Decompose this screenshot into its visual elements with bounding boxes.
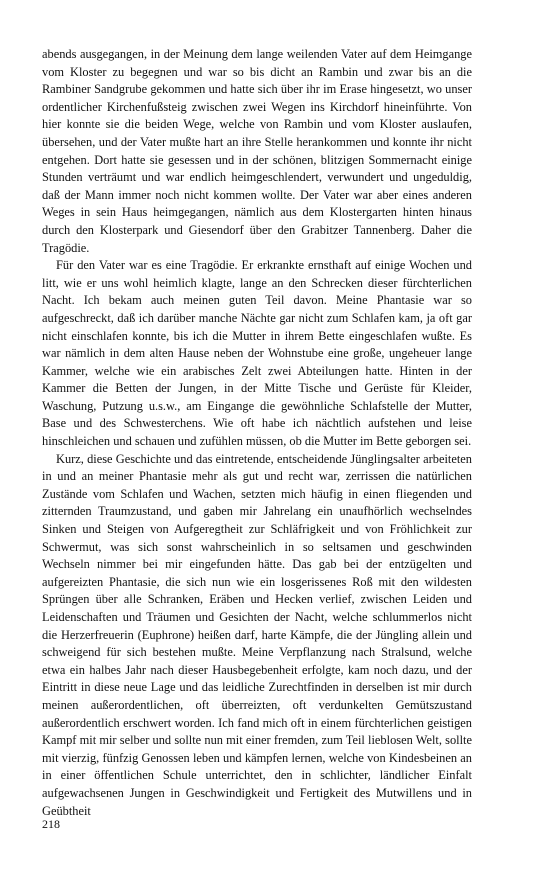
paragraph-1: abends ausgegangen, in der Meinung dem lange weilenden Vater auf dem Heimgange vom Kloster zu begegnen und war so bis dicht an Rambin und zwar bis an die Rambiner Sandgrube gekommen und hatte sich über ihr im Erase hingesetzt, wo unser ordentlicher Kirchenfußsteig zwischen zwei Wegen ins Kirchdorf hineinführte. Von hier konnte sie die beiden Wege, welche von Rambin und vom Kloster auslaufen, übersehen, und der Vater mußte hart an ihre Stelle herankommen und konnte ihr nicht entgehen. Dort hatte sie gesessen und in der schönen, blitzigen Sommernacht einige Stunden verträumt und war endlich heimgeschlendert, verwundert und ungeduldig, daß der Mann immer noch nicht kommen wollte. Der Vater war aber eines anderen Weges in sein Haus heimgegangen, nämlich aus dem Klostergarten hinten hinaus durch den Klosterpark und Giesendorf über den Grabitzer Tannenberg. Daher die Tragödie.: [42, 47, 472, 255]
paragraph-3: Kurz, diese Geschichte und das eintretende, entscheidende Jünglingsalter arbeiteten in und an meiner Phantasie mehr als gut und recht war, zerrissen die natürlichen Zustände vom Schlafen und Wachen, setzten mich häufig in einen fliegenden und zitternden Traumzustand, und gaben mir Jahrelang ein unaufhörlich wechselndes Sinken und Steigen von Aufgeregtheit zur Schläfrigkeit und von Fröhlichkeit zur Schwermut, was sich sonst wahrscheinlich in so seltsamen und geschwinden Wechseln nimmer bei mir eingefunden hätte. Das gab bei der entzügelten und aufgereizten Phantasie, die sich nun wie ein losgerissenes Roß mit den wildesten Sprüngen über alle Schranken, Eräben und Hecken verlief, zwischen Leiden und Leidenschaften und Träumen und Gesichten der Nacht, welche schlummerlos nicht die Herzerfreuerin (Euphrone) heißen darf, harte Kämpfe, die der Jüngling allein und schweigend für sich bestehen mußte. Meine Verpflanzung nach Stralsund, welche etwa ein halbes Jahr nach dieser Hausbegebenheit erfolgte, kam noch dazu, und der Eintritt in diese neue Lage und das leidliche Zurechtfinden in derselben ist mir durch meinen außerordentlichen, oft überreizten, oft verdunkelten Gemütszustand außerordentlich erschwert worden. Ich fand mich oft in einem fürchterlichen geistigen Kampf mit mir selber und sollte nun mit einer fremden, zum Teil lieblosen Welt, sollte mit vierzig, fünfzig Genossen leben und kämpfen lernen, welche von Kindesbeinen an in einer öffentlichen Schule unterrichtet, den in schlichter, ländlicher Einfalt aufgewachsenen Jungen in Geschwindigkeit und Fertigkeit des Mutwillens und in Geübtheit: [42, 451, 472, 818]
page-number: 218: [42, 817, 60, 831]
paragraph-2: Für den Vater war es eine Tragödie. Er erkrankte ernsthaft auf einige Wochen und litt, wie er uns wohl heimlich klagte, lange an den Schrecken dieser fürchterlichen Nacht. Ich bekam auch meinen guten Teil davon. Meine Phantasie war so aufgeschreckt, daß ich darüber manche Nächte gar nicht zum Schlafen kam, ja oft gar nicht einschlafen konnte, bis ich die Mutter in ihrem Bette eingeschlafen wußte. Es war nämlich in dem alten Hause neben der Wohnstube eine große, ungeheuer lange Kammer, welche wie ein arabisches Zelt zwei Abteilungen hatte. Hinten in der Kammer die Betten der Jungen, in der Mitte Tische und Gerüste für Kleider, Waschung, Putzung u.s.w., am Eingange die gewöhnliche Schlafstelle der Mutter, Base und des Schwesterchens. Wie oft habe ich nächtlich aufstehen und leise hinschleichen und schauen und zufühlen müssen, ob die Mutter im Bette geborgen sei.: [42, 258, 472, 449]
page-body: [42, 46, 472, 820]
